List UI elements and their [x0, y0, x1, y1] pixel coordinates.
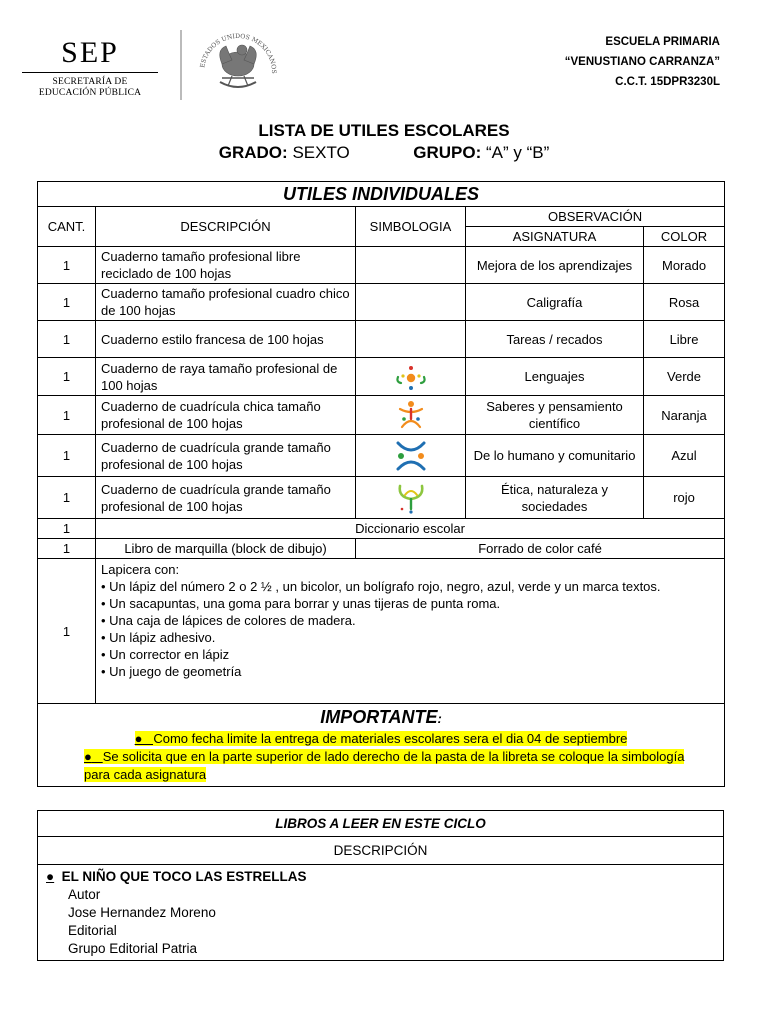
row-color: Rosa — [644, 284, 725, 321]
utiles-section-title: UTILES INDIVIDUALES — [38, 182, 725, 207]
row-cant: 1 — [38, 435, 96, 477]
row-desc: Cuaderno de cuadrícula grande tamaño profesional de 100 hojas — [96, 435, 356, 477]
header-observacion: OBSERVACIÓN — [466, 207, 725, 227]
importante-cell — [38, 704, 725, 787]
table-row — [38, 358, 725, 396]
sep-subtitle-line2: EDUCACIÓN PÚBLICA — [38, 88, 142, 98]
book-title-line — [46, 868, 713, 886]
page-title: LISTA DE UTILES ESCOLARES — [258, 121, 510, 140]
row-desc: Cuaderno de cuadrícula grande tamaño profesional de 100 hojas — [96, 477, 356, 519]
row-asignatura: Caligrafía — [466, 284, 644, 321]
header-simbologia: SIMBOLOGIA — [356, 207, 466, 247]
row-cant: 1 — [38, 284, 96, 321]
book-entry — [38, 865, 724, 961]
row-symbol — [356, 284, 466, 321]
table-row — [38, 284, 725, 321]
table-row — [38, 247, 725, 284]
row-cant: 1 — [38, 396, 96, 435]
libros-header-descripcion: DESCRIPCIÓN — [38, 837, 724, 865]
table-row — [38, 559, 725, 704]
row-symbol — [356, 435, 466, 477]
row-color: rojo — [644, 477, 725, 519]
row-color: Verde — [644, 358, 725, 396]
header-divider — [180, 30, 182, 100]
etica-icon — [394, 481, 428, 515]
school-info — [565, 32, 720, 92]
row-desc: Cuaderno de cuadrícula chica tamaño profesional de 100 hojas — [96, 396, 356, 435]
row-cant: 1 — [38, 358, 96, 396]
row-cant: 1 — [38, 519, 96, 539]
row-symbol — [356, 247, 466, 284]
row-cant: 1 — [38, 539, 96, 559]
sep-subtitle-line1: SECRETARÍA DE — [52, 77, 128, 87]
grupo-label: GRUPO: — [413, 143, 482, 162]
utiles-table — [37, 181, 725, 787]
list-item: • Un juego de geometría — [101, 664, 242, 679]
saberes-icon — [394, 399, 428, 431]
humano-icon — [393, 439, 429, 473]
list-item: • Una caja de lápices de colores de madera. — [101, 613, 356, 628]
bullet-icon: ● — [46, 869, 55, 884]
grupo-value: “A” y “B” — [485, 143, 550, 162]
book-autor-label: Autor — [68, 887, 101, 902]
seal-text: ESTADOS UNIDOS MEXICANOS — [199, 32, 278, 74]
row-desc: Libro de marquilla (block de dibujo) — [96, 539, 356, 559]
lapicera-cell — [96, 559, 725, 704]
importante-title — [44, 706, 718, 730]
row-asignatura: Mejora de los aprendizajes — [466, 247, 644, 284]
importante-note-1 — [44, 730, 718, 748]
table-row — [38, 865, 724, 961]
row-cant: 1 — [38, 559, 96, 704]
mexico-seal-icon — [192, 20, 284, 104]
book-autor: Jose Hernandez Moreno — [68, 905, 216, 920]
note-text: Como fecha limite la entrega de materiales escolares sera el dia 04 de septiembre — [153, 731, 628, 746]
row-color: Azul — [644, 435, 725, 477]
bullet-icon: ● — [134, 731, 143, 746]
grado-value: SEXTO — [292, 143, 350, 162]
table-row — [38, 435, 725, 477]
row-symbol — [356, 358, 466, 396]
row-symbol — [356, 321, 466, 358]
row-cant: 1 — [38, 477, 96, 519]
row-desc: Diccionario escolar — [96, 519, 725, 539]
row-asignatura: Tareas / recados — [466, 321, 644, 358]
row-color: Morado — [644, 247, 725, 284]
header-cant: CANT. — [38, 207, 96, 247]
row-color: Naranja — [644, 396, 725, 435]
table-row — [38, 321, 725, 358]
book-editorial-label: Editorial — [68, 923, 117, 938]
school-cct: C.C.T. 15DPR3230L — [615, 76, 720, 88]
sep-logo-rule — [22, 72, 158, 73]
table-row — [38, 519, 725, 539]
lenguajes-icon — [394, 362, 428, 392]
table-row — [38, 539, 725, 559]
importante-title-text: IMPORTANTE — [320, 707, 438, 727]
lapicera-title: Lapicera con: — [101, 562, 180, 577]
row-desc: Cuaderno de raya tamaño profesional de 100 hojas — [96, 358, 356, 396]
list-item: • Un corrector en lápiz — [101, 647, 230, 662]
row-desc: Cuaderno tamaño profesional cuadro chico de 100 hojas — [96, 284, 356, 321]
header-color: COLOR — [644, 227, 725, 247]
grado-label: GRADO: — [218, 143, 288, 162]
table-row — [38, 477, 725, 519]
row-cant: 1 — [38, 247, 96, 284]
row-desc: Cuaderno estilo francesa de 100 hojas — [96, 321, 356, 358]
header-asignatura: ASIGNATURA — [466, 227, 644, 247]
row-asignatura: De lo humano y comunitario — [466, 435, 644, 477]
list-item: • Un lápiz adhesivo. — [101, 630, 216, 645]
grade-group-line — [0, 142, 768, 164]
importante-note-2 — [44, 748, 718, 784]
row-asignatura: Saberes y pensamiento científico — [466, 396, 644, 435]
book-title: EL NIÑO QUE TOCO LAS ESTRELLAS — [61, 869, 307, 884]
importante-colon: : — [437, 711, 442, 726]
sep-wordmark: SEP — [61, 36, 119, 69]
libros-section-title: LIBROS A LEER EN ESTE CICLO — [38, 811, 724, 837]
libros-table — [37, 810, 724, 961]
list-item: • Un lápiz del número 2 o 2 ½ , un bicolor, un bolígrafo rojo, negro, azul, verde y un marca textos. — [101, 579, 661, 594]
school-type: ESCUELA PRIMARIA — [605, 36, 720, 48]
row-asignatura: Lenguajes — [466, 358, 644, 396]
header-descripcion: DESCRIPCIÓN — [96, 207, 356, 247]
row-symbol — [356, 396, 466, 435]
row-observacion: Forrado de color café — [356, 539, 725, 559]
importante-row — [38, 704, 725, 787]
row-color: Libre — [644, 321, 725, 358]
book-editorial: Grupo Editorial Patria — [68, 941, 198, 956]
list-item: • Un sacapuntas, una goma para borrar y unas tijeras de punta roma. — [101, 596, 501, 611]
row-desc: Cuaderno tamaño profesional libre reciclado de 100 hojas — [96, 247, 356, 284]
row-symbol — [356, 477, 466, 519]
sep-logo — [20, 38, 160, 99]
table-row — [38, 396, 725, 435]
school-name: “VENUSTIANO CARRANZA” — [564, 56, 720, 68]
row-cant: 1 — [38, 321, 96, 358]
bullet-icon: ● — [84, 749, 92, 764]
note-text: Se solicita que en la parte superior de lado derecho de la pasta de la libreta se coloque la simbología para cada asignatura — [84, 749, 685, 782]
row-asignatura: Ética, naturaleza y sociedades — [466, 477, 644, 519]
